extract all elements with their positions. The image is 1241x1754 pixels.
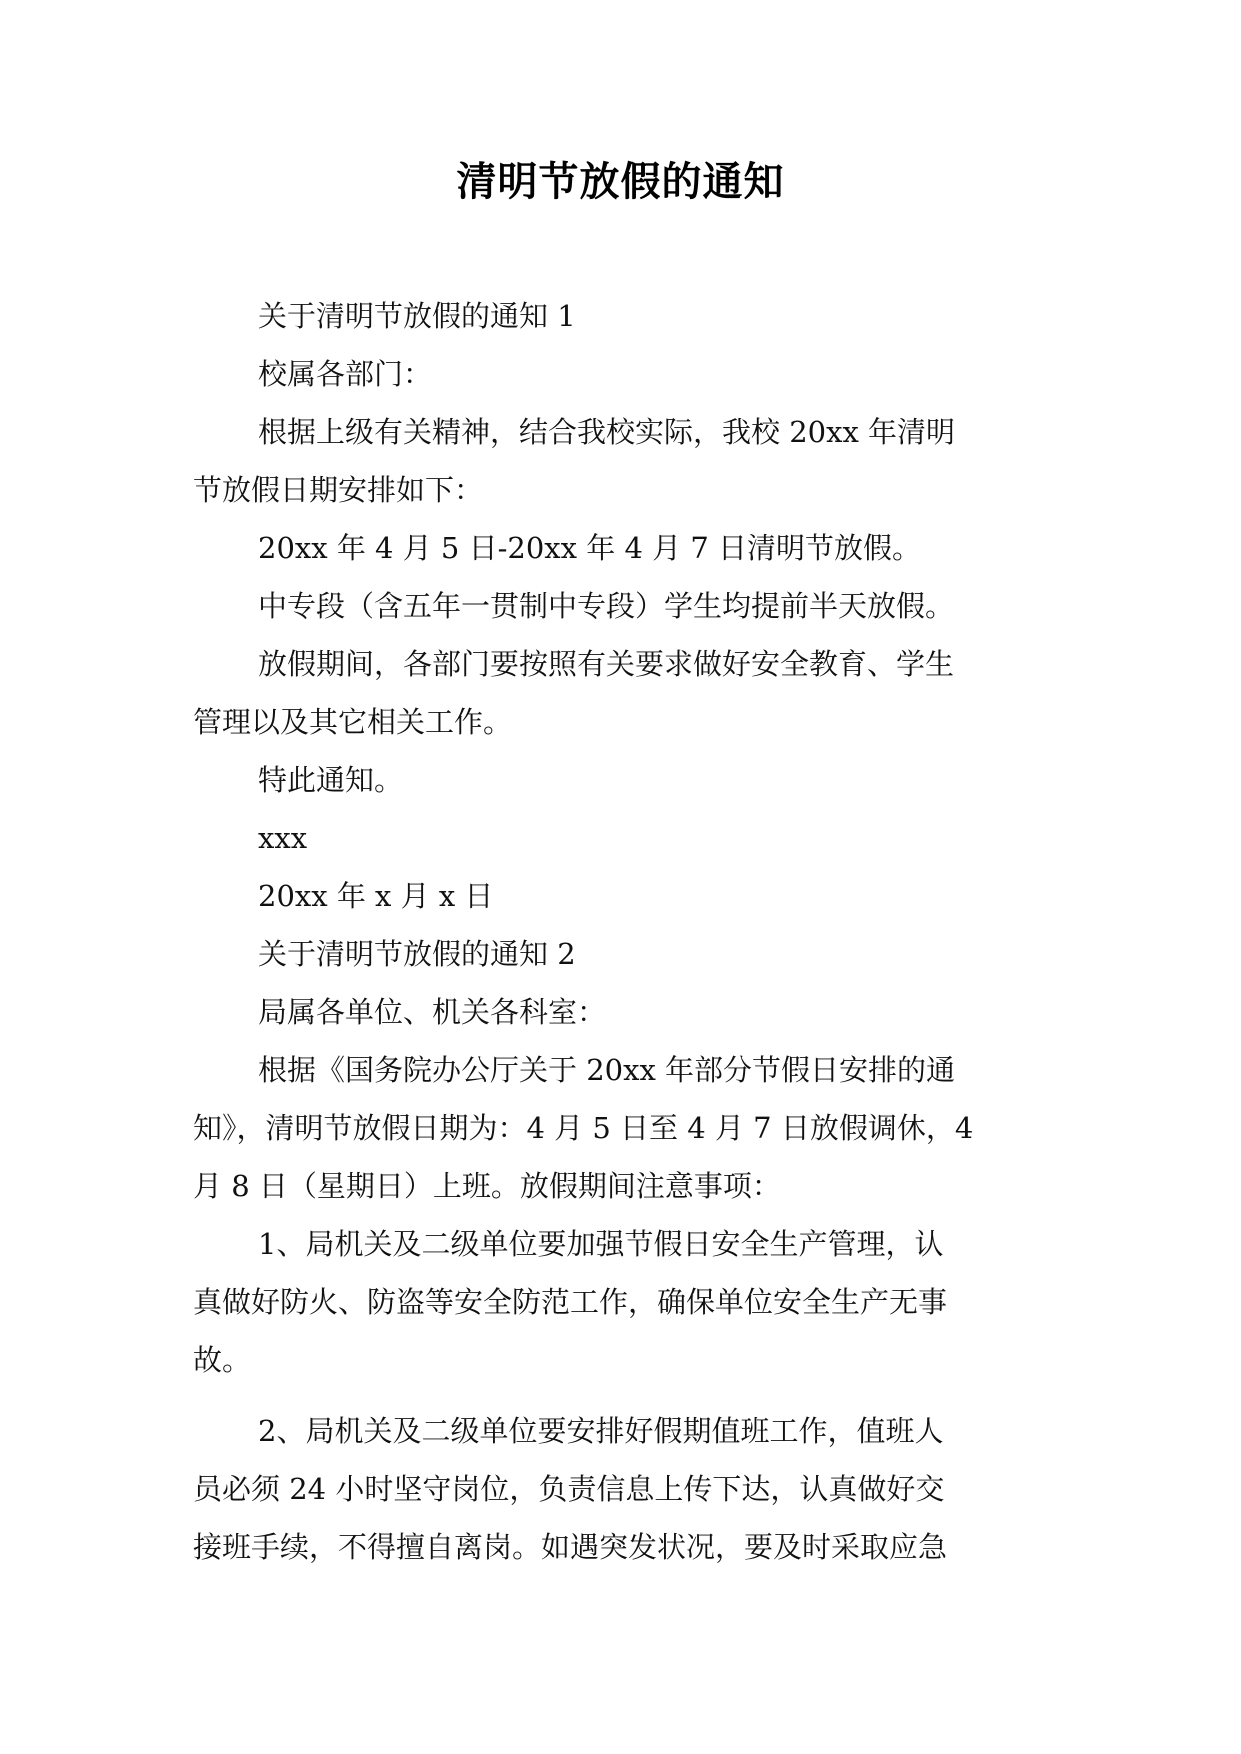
paragraph-line: 20xx 年 4 月 5 日-20xx 年 4 月 7 日清明节放假。 [258,531,922,565]
paragraph-line: 根据《国务院办公厅关于 20xx 年部分节假日安排的通 [258,1053,956,1087]
paragraph-line: 校属各部门： [258,357,433,391]
paragraph-line: 中专段（含五年一贯制中专段）学生均提前半天放假。 [258,589,955,623]
paragraph-line: 故。 [193,1343,252,1377]
paragraph-line: 根据上级有关精神，结合我校实际，我校 20xx 年清明 [258,415,956,449]
paragraph-line: 局属各单位、机关各科室： [258,995,607,1029]
paragraph-line: 1、局机关及二级单位要加强节假日安全生产管理，认 [258,1227,944,1261]
paragraph-line: 管理以及其它相关工作。 [193,705,513,739]
paragraph-line: 特此通知。 [258,763,404,797]
paragraph-line: 知》，清明节放假日期为：4 月 5 日至 4 月 7 日放假调休，4 [193,1111,974,1145]
paragraph-line: 关于清明节放假的通知 2 [258,937,576,971]
paragraph-line: 节放假日期安排如下： [193,473,484,507]
paragraph-line: 放假期间，各部门要按照有关要求做好安全教育、学生 [258,647,955,681]
paragraph-line: 接班手续，不得擅自离岗。如遇突发状况，要及时采取应急 [193,1530,948,1564]
date-line: 20xx 年 x 月 x 日 [258,879,494,913]
signature-line: xxx [258,821,308,855]
paragraph-line: 2、局机关及二级单位要安排好假期值班工作，值班人 [258,1414,944,1448]
document-title: 清明节放假的通知 [456,158,785,205]
paragraph-line: 关于清明节放假的通知 1 [258,299,576,333]
paragraph-line: 员必须 24 小时坚守岗位，负责信息上传下达，认真做好交 [193,1472,945,1506]
paragraph-line: 真做好防火、防盗等安全防范工作，确保单位安全生产无事 [193,1285,948,1319]
paragraph-line: 月 8 日（星期日）上班。放假期间注意事项： [193,1169,781,1203]
